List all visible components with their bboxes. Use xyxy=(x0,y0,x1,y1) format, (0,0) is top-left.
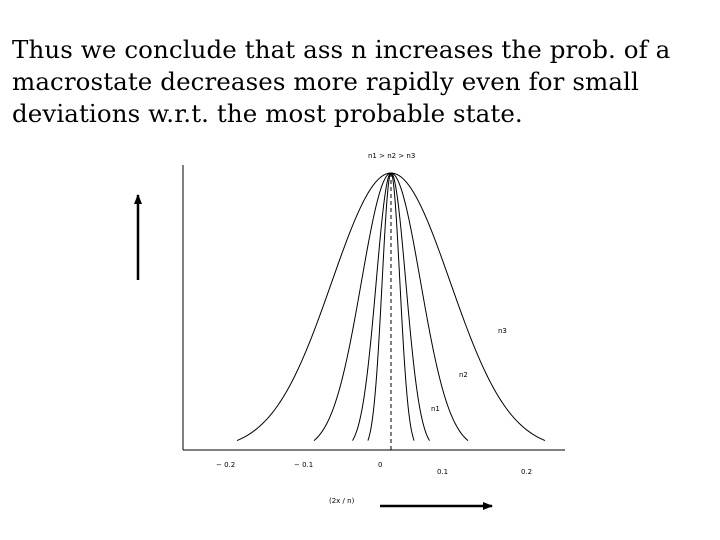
x-axis-label: (2x / n) xyxy=(329,497,355,505)
x-tick-label: 0.1 xyxy=(437,468,449,476)
curve-label-n2: n2 xyxy=(459,371,468,379)
top-label: n1 > n2 > n3 xyxy=(368,152,416,160)
x-tick-label: − 0.1 xyxy=(294,461,314,469)
slide-text: Thus we conclude that ass n increases the prob. of a macrostate decreases more rapidly even for small deviations w.r.t. the most probable state. xyxy=(12,35,671,128)
x-tick-label: 0 xyxy=(378,461,383,469)
curve-label-n1: n1 xyxy=(431,405,440,413)
curve-label-n3: n3 xyxy=(498,327,507,335)
x-tick-label: − 0.2 xyxy=(216,461,236,469)
x-tick-label: 0.2 xyxy=(521,468,533,476)
